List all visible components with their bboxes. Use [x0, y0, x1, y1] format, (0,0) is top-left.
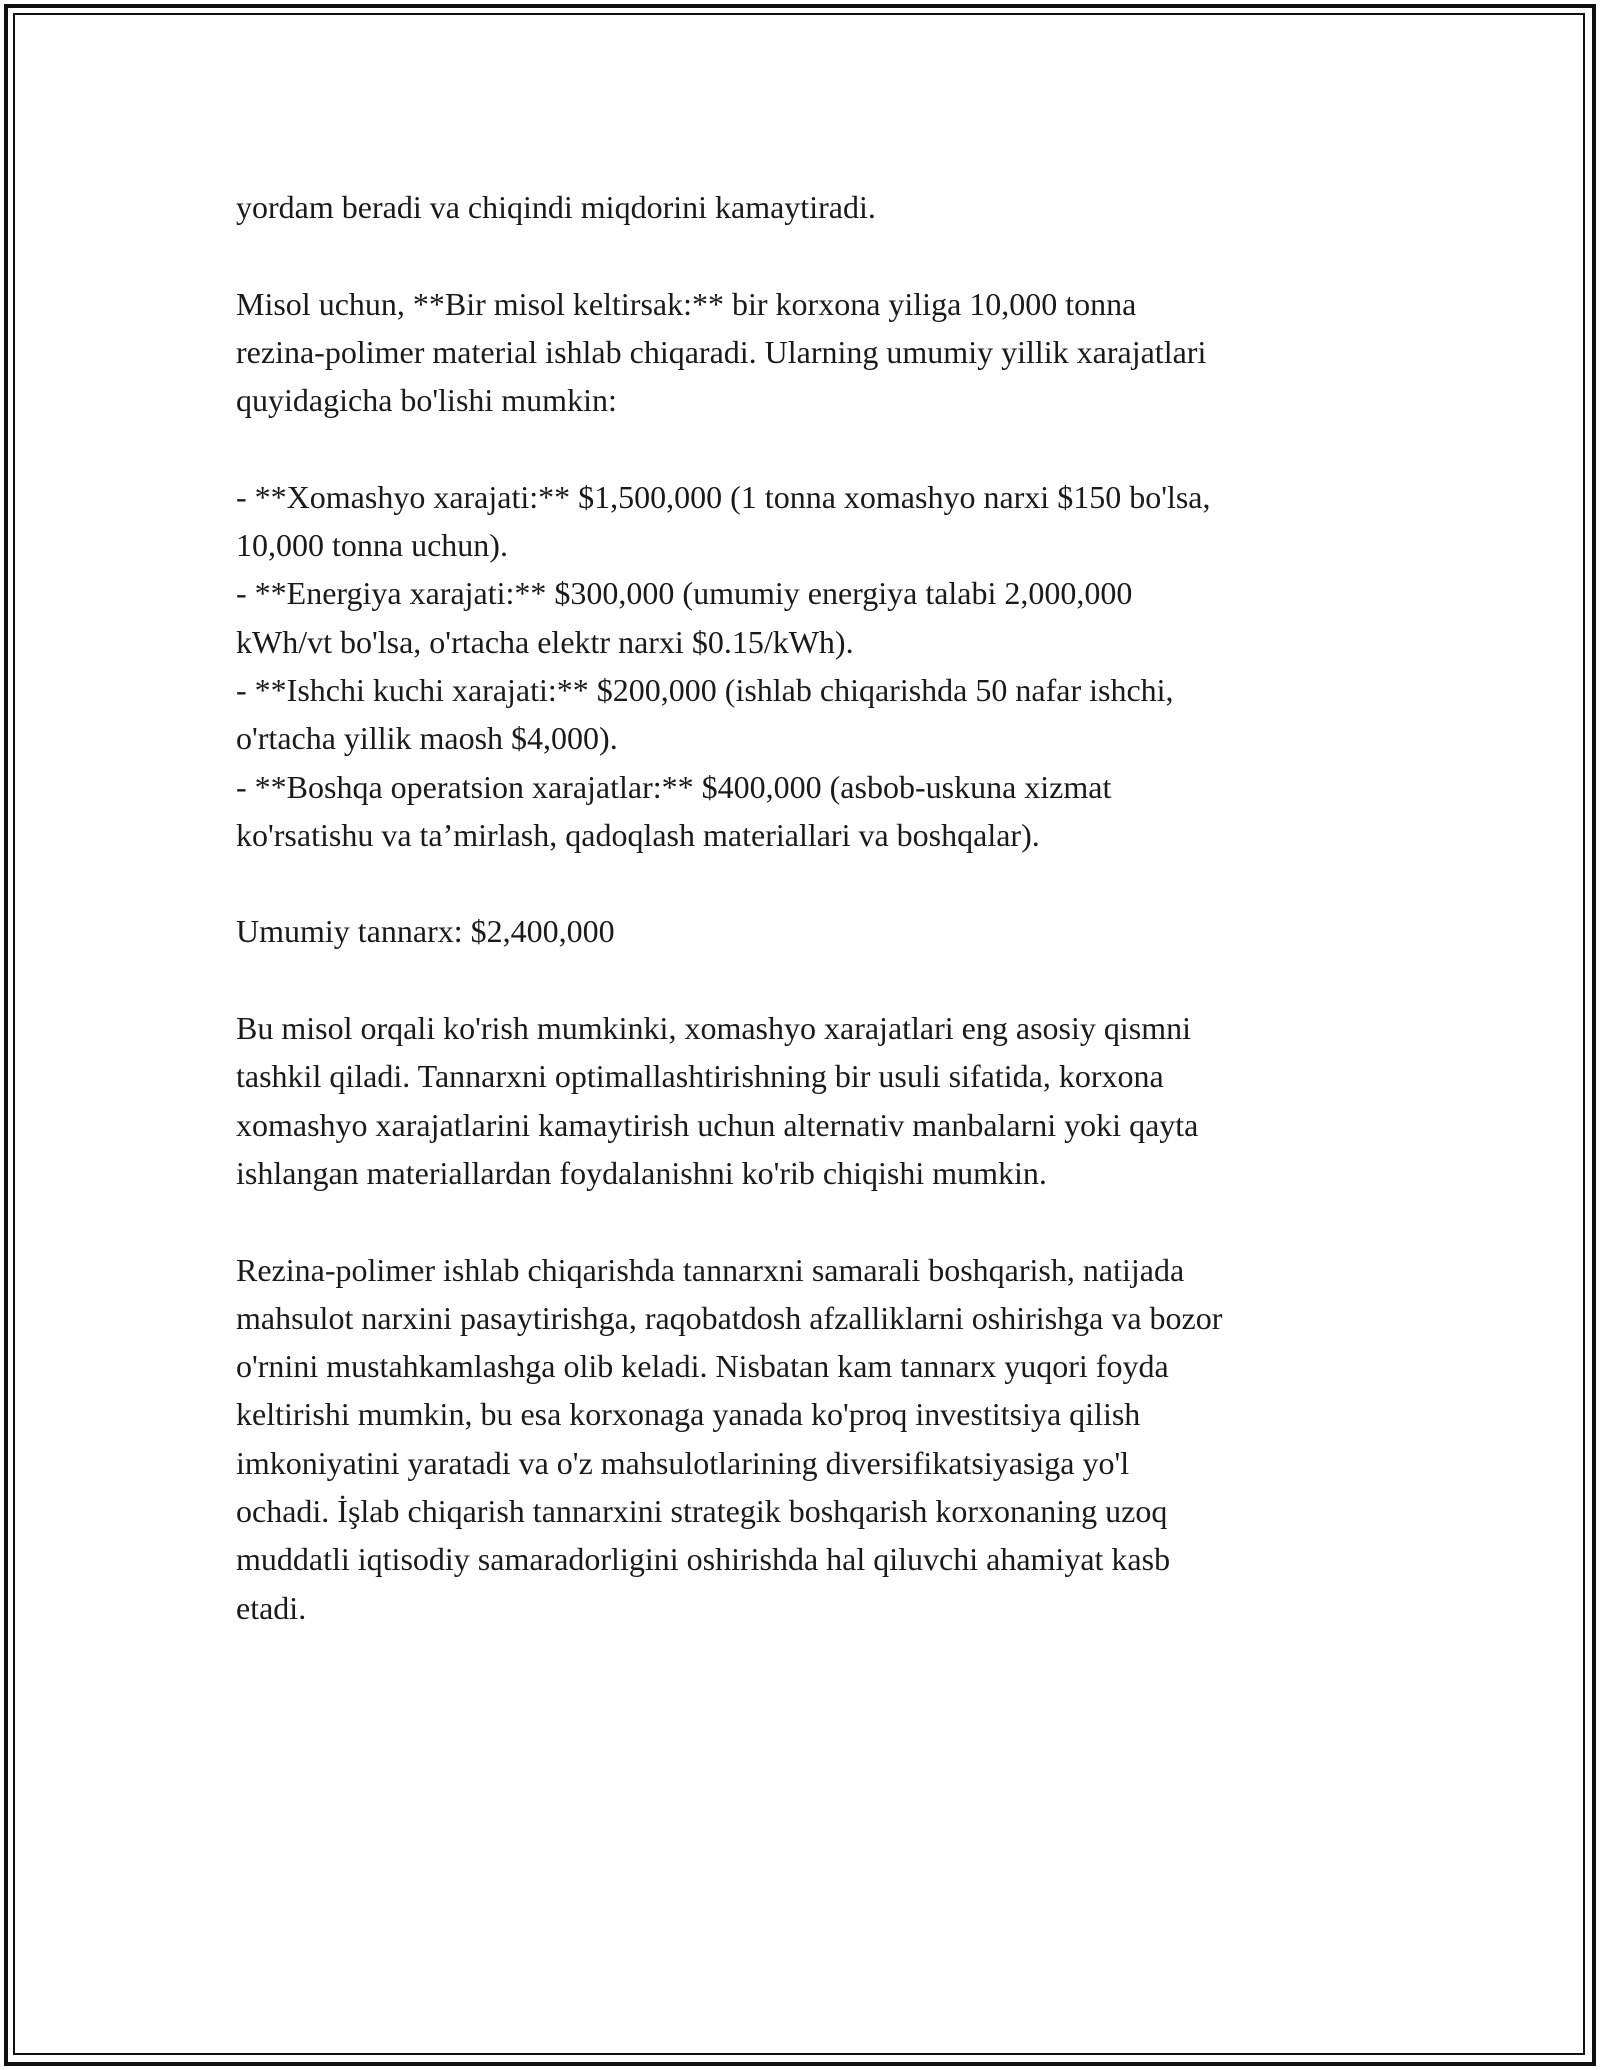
cost-item-other-operational: - **Boshqa operatsion xarajatlar:** $400,000 (asbob-uskuna xizmat ko'rsatishu va ta’mirlash, qadoqlash materiallari va boshqalar). [236, 768, 1112, 853]
cost-item-energy: - **Energiya xarajati:** $300,000 (umumiy energiya talabi 2,000,000 kWh/vt bo'lsa, o'rtacha elektr narxi $0.15/kWh). [236, 575, 1133, 660]
paragraph-analysis: Bu misol orqali ko'rish mumkinki, xomashyo xarajatlari eng asosiy qismni tashkil qiladi. Tannarxni optimallashtirishning bir usuli sifatida, korxona xomashyo xarajatlarini kamaytirish uchun alternativ manbalarni yoki qayta ishlangan materiallardan foydalanishni ko'rib chiqishi mumkin. [236, 1010, 1199, 1191]
cost-item-labor: - **Ishchi kuchi xarajati:** $200,000 (ishlab chiqarishda 50 nafar ishchi, o'rtacha yillik maosh $4,000). [236, 671, 1174, 757]
cost-list [236, 473, 1376, 859]
cost-item-raw-materials: - **Xomashyo xarajati:** $1,500,000 (1 tonna xomashyo narxi $150 bo'lsa, 10,000 tonna uchun). [236, 478, 1211, 564]
paragraph-intro-continuation: yordam beradi va chiqindi miqdorini kamaytiradi. [236, 189, 876, 225]
document-body [236, 183, 1376, 1680]
paragraph-example: Misol uchun, **Bir misol keltirsak:** bir korxona yiliga 10,000 tonna rezina-polimer material ishlab chiqaradi. Ularning umumiy yillik xarajatlari quyidagicha bo'lishi mumkin: [236, 285, 1207, 419]
paragraph-conclusion: Rezina-polimer ishlab chiqarishda tannarxni samarali boshqarish, natijada mahsulot narxini pasaytirishga, raqobatdosh afzalliklarni oshirishga va bozor o'rnini mustahkamlashga olib keladi. Nisbatan kam tannarx yuqori foyda keltirishi mumkin, bu esa korxonaga yanada ko'proq investitsiya qilish imkoniyatini yaratadi va o'z mahsulotlarining diversifikatsiyasiga yo'l ochadi. İşlab chiqarish tannarxini strategik boshqarish korxonaning uzoq muddatli iqtisodiy samaradorligini oshirishda hal qiluvchi ahamiyat kasb etadi. [236, 1251, 1223, 1626]
paragraph-total-cost: Umumiy tannarx: $2,400,000 [236, 913, 615, 950]
